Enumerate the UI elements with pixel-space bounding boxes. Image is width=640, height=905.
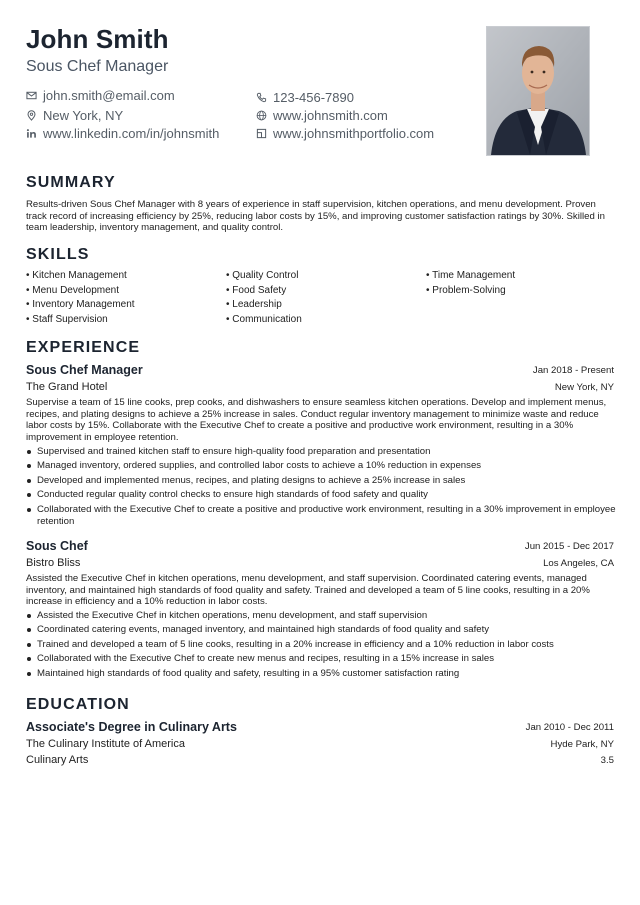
portrait-illustration [487, 27, 589, 155]
job-bullet: Collaborated with the Executive Chef to create new menus and recipes, resulting in a 15% increase in sales [26, 653, 616, 665]
globe-icon [256, 110, 267, 121]
skill-item: • Inventory Management [26, 299, 135, 310]
candidate-title: Sous Chef Manager [26, 58, 169, 75]
linkedin-icon [26, 128, 37, 139]
skill-item: • Time Management [426, 270, 516, 281]
skill-item: • Staff Supervision [26, 314, 108, 325]
contact-portfolio[interactable] [256, 126, 434, 141]
education-heading: EDUCATION [26, 696, 130, 713]
job-bullet: Trained and developed a team of 5 line cooks, resulting in a 20% increase in efficiency and a 10% reduction in labor costs [26, 639, 616, 651]
contact-email[interactable] [26, 88, 175, 103]
job-title: Sous Chef Manager [26, 363, 143, 377]
job-bullet-list [26, 446, 616, 530]
phone-icon [256, 92, 267, 103]
skill-item: • Kitchen Management [26, 270, 127, 281]
email-icon [26, 90, 37, 101]
experience-heading: EXPERIENCE [26, 339, 141, 356]
contact-website[interactable] [256, 108, 388, 123]
website-text: www.johnsmith.com [273, 108, 388, 123]
summary-heading: SUMMARY [26, 174, 116, 191]
job-dates: Jun 2015 - Dec 2017 [524, 541, 614, 552]
contact-linkedin[interactable] [26, 126, 219, 141]
job-description: Supervise a team of 15 line cooks, prep cooks, and dishwashers to ensure seamless kitchen operations. Develop and implement menus, recipes, and plating designs to achieve a 25% increase in sales. Conduct regular inventory management to minimize waste and reduce labor costs by 15%. Collaborate with the Executive Chef to create a positive and productive work environment, resulting in a 30% improvement in employee retention. [26, 397, 607, 443]
job-bullet: Supervised and trained kitchen staff to ensure high-quality food preparation and presentation [26, 446, 616, 458]
job-bullet: Maintained high standards of food quality and safety, resulting in a 95% customer satisfaction rating [26, 668, 616, 680]
phone-text: 123-456-7890 [273, 90, 354, 105]
school-location: Hyde Park, NY [550, 739, 614, 750]
contact-phone[interactable] [256, 90, 354, 105]
portfolio-icon [256, 128, 267, 139]
job-company: The Grand Hotel [26, 381, 108, 393]
job-title: Sous Chef [26, 539, 88, 553]
skill-item: • Food Safety [226, 285, 287, 296]
candidate-name: John Smith [26, 24, 169, 54]
education-gpa: 3.5 [600, 755, 614, 766]
degree-title: Associate's Degree in Culinary Arts [26, 720, 237, 734]
job-bullet: Developed and implemented menus, recipes, and plating designs to achieve a 25% increase in sales [26, 475, 616, 487]
email-text: john.smith@email.com [43, 88, 175, 103]
location-pin-icon [26, 110, 37, 121]
job-company: Bistro Bliss [26, 557, 81, 569]
education-field: Culinary Arts [26, 754, 89, 766]
summary-text: Results-driven Sous Chef Manager with 8 years of experience in staff supervision, kitchen operations, and menu development. Proven track record of increasing efficiency by 25%, reducing labor costs by 15%, and improving customer satisfaction ratings by 30%. Skilled in team leadership, inventory management, and quality control. [26, 199, 605, 234]
skill-item: • Quality Control [226, 270, 299, 281]
job-bullet: Conducted regular quality control checks to ensure high standards of food safety and quality [26, 489, 616, 501]
contact-location [26, 108, 123, 123]
skill-item: • Menu Development [26, 285, 119, 296]
profile-photo [486, 26, 590, 156]
skills-heading: SKILLS [26, 246, 90, 263]
skill-item: • Communication [226, 314, 302, 325]
portfolio-text: www.johnsmithportfolio.com [273, 126, 435, 141]
job-dates: Jan 2018 - Present [532, 365, 614, 376]
skill-item: • Problem-Solving [426, 285, 506, 296]
location-text: New York, NY [43, 108, 124, 123]
linkedin-text: www.linkedin.com/in/johnsmith [43, 126, 220, 141]
job-bullet: Assisted the Executive Chef in kitchen operations, menu development, and staff supervision [26, 610, 616, 622]
job-location: New York, NY [554, 382, 614, 393]
school-name: The Culinary Institute of America [26, 738, 185, 750]
job-bullet: Managed inventory, ordered supplies, and controlled labor costs to achieve a 10% reduction in expenses [26, 460, 616, 472]
job-bullet: Coordinated catering events, managed inventory, and maintained high standards of food quality and safety [26, 624, 616, 636]
education-dates: Jan 2010 - Dec 2011 [525, 722, 614, 733]
job-description: Assisted the Executive Chef in kitchen operations, menu development, and staff supervision. Coordinated catering events, managed inventory, and maintained high standards of food quality and safety. Trained and developed a team of 5 line cooks, resulting in a 20% increase in efficiency and a 10% reduction in labor costs. [26, 573, 590, 608]
job-bullet: Collaborated with the Executive Chef to create a positive and productive work environment, resulting in a 30% improvement in employee retention [26, 504, 616, 527]
job-location: Los Angeles, CA [543, 558, 614, 569]
skill-item: • Leadership [226, 299, 282, 310]
job-bullet-list [26, 610, 616, 682]
